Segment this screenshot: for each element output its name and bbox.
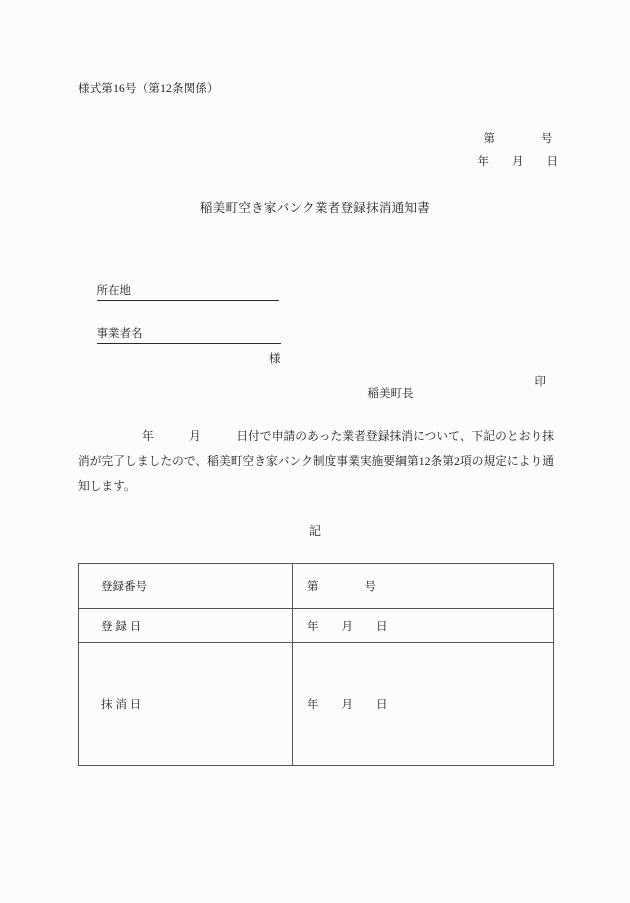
document-date: 年 月 日 [477,156,558,168]
document-title: 稲美町空き家バンク業者登録抹消通知書 [199,201,431,215]
location-label: 所在地 [97,282,279,301]
row-value-registration-date: 年 月 日 [293,609,554,643]
document-number: 第 号 [483,133,553,145]
company-label: 事業者名 [97,325,281,344]
issuer-name: 稲美町長 [367,388,414,400]
body-paragraph: 年 月 日付で申請のあった業者登録抹消について、下記のとおり抹消が完了しましたので、稲美町空き家バンク制度事業実施要綱第12条第2項の規定により通知します。 [78,430,554,493]
ki-marker: 記 [308,524,321,538]
form-number: 様式第16号（第12条関係） [78,83,219,95]
registration-table [78,563,554,766]
document-meta [478,128,559,174]
row-label-registration-number: 登録番号 [79,564,293,609]
row-label-cancellation-date: 抹 消 日 [79,643,293,766]
location-field [85,270,279,313]
seal-mark: 印 [534,376,546,388]
company-field [85,313,281,368]
row-value-registration-number: 第 号 [293,564,554,609]
row-value-cancellation-date: 年 月 日 [293,643,554,766]
table-row [79,609,554,643]
row-label-registration-date: 登 録 日 [79,609,293,643]
table-row [79,564,554,609]
honorific-sama: 様 [269,353,281,365]
table-row [79,643,554,766]
issuer-line [356,361,546,413]
